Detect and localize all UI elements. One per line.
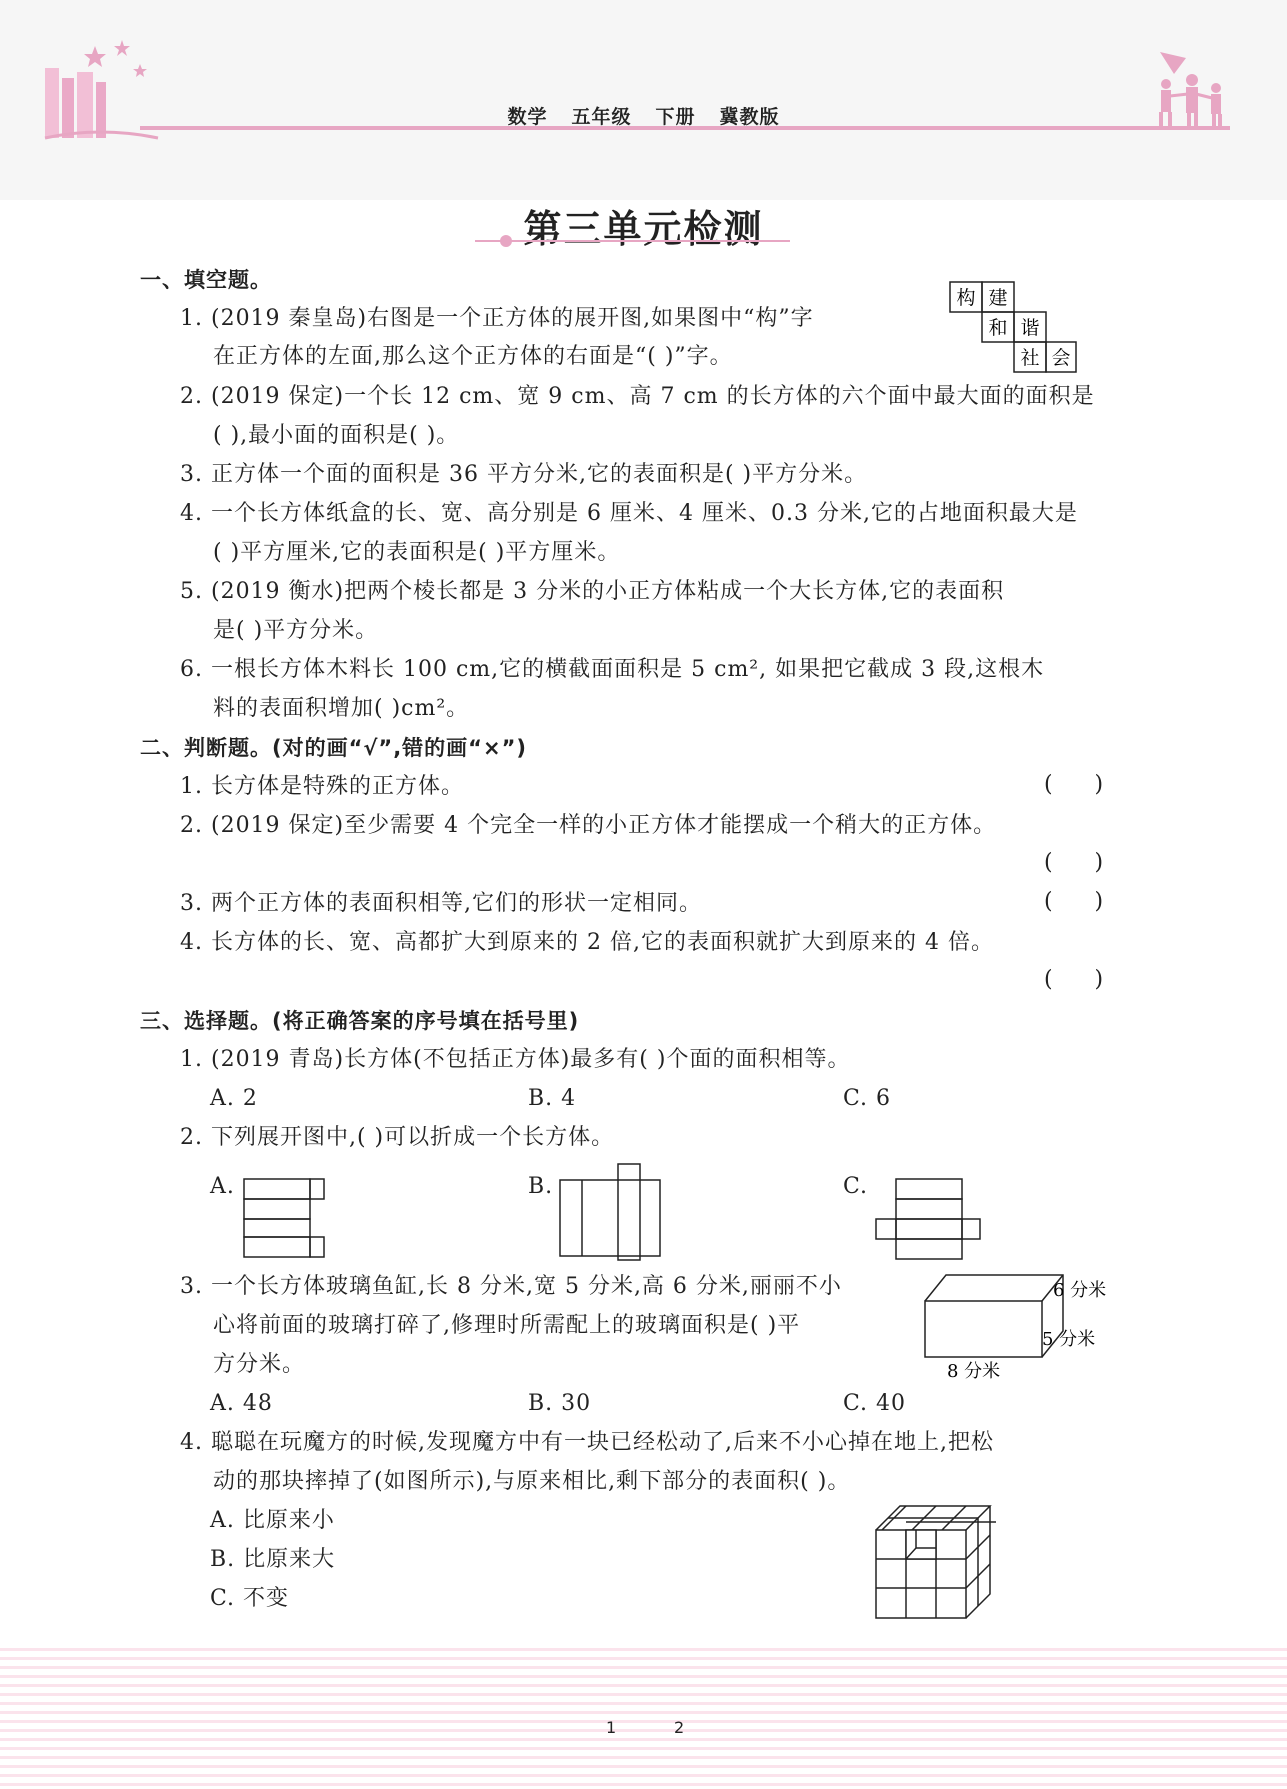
page-number-right: 2: [674, 1718, 685, 1737]
s3-q3-option-a[interactable]: A. 48: [210, 1391, 273, 1416]
book-stars-decoration: [40, 38, 160, 148]
s3-q4-option-b[interactable]: B. 比原来大: [210, 1547, 336, 1572]
dim-length-label: 8 分米: [947, 1361, 1001, 1382]
s3-q1-option-b[interactable]: B. 4: [528, 1086, 577, 1111]
s3-q1-option-a[interactable]: A. 2: [210, 1086, 258, 1111]
s3-q1-option-c[interactable]: C. 6: [843, 1086, 892, 1111]
s3-q3-option-c[interactable]: C. 40: [843, 1391, 907, 1416]
s3-q2-option-b[interactable]: B.: [528, 1174, 554, 1199]
s3-q3-option-b[interactable]: B. 30: [528, 1391, 592, 1416]
s2-q4-answer-blank[interactable]: ( ): [1044, 967, 1104, 992]
s3-q2-option-a[interactable]: A.: [210, 1174, 235, 1199]
title-underline-decoration: [465, 234, 795, 248]
header-background: [0, 0, 1287, 200]
s2-q2-answer-blank[interactable]: ( ): [1044, 850, 1104, 875]
s1-q4-line1: 4. 一个长方体纸盒的长、宽、高分别是 6 厘米、4 厘米、0.3 分米,它的占地面积最大是: [180, 501, 1078, 526]
section2-heading: 二、判断题。(对的画“√”,错的画“×”): [140, 736, 527, 760]
s2-q4: 4. 长方体的长、宽、高都扩大到原来的 2 倍,它的表面积就扩大到原来的 4 倍。: [180, 930, 994, 955]
s1-q6-line2: 料的表面积增加( )cm²。: [213, 696, 470, 721]
s3-q4-line2: 动的那块摔掉了(如图所示),与原来相比,剩下部分的表面积( )。: [213, 1469, 851, 1494]
net-char-3: 和: [988, 317, 1008, 339]
s3-q4-option-a[interactable]: A. 比原来小: [210, 1508, 335, 1533]
s1-q5-line1: 5. (2019 衡水)把两个棱长都是 3 分米的小正方体粘成一个大长方体,它的表面积: [180, 579, 1005, 604]
net-char-1: 构: [956, 287, 976, 309]
net-char-5: 社: [1020, 347, 1040, 369]
s3-q3-line1: 3. 一个长方体玻璃鱼缸,长 8 分米,宽 5 分米,高 6 分米,丽丽不小: [180, 1274, 842, 1299]
s2-q3: 3. 两个正方体的表面积相等,它们的形状一定相同。: [180, 891, 702, 916]
net-char-4: 谐: [1020, 317, 1040, 339]
s1-q6-line1: 6. 一根长方体木料长 100 cm,它的横截面面积是 5 cm², 如果把它截成 3 段,这根木: [180, 657, 1045, 682]
s1-q4-line2: ( )平方厘米,它的表面积是( )平方厘米。: [213, 540, 621, 565]
net-char-2: 建: [988, 287, 1008, 309]
s3-q1-stem: 1. (2019 青岛)长方体(不包括正方体)最多有( )个面的面积相等。: [180, 1047, 851, 1072]
s3-q4-line1: 4. 聪聪在玩魔方的时候,发现魔方中有一块已经松动了,后来不小心掉在地上,把松: [180, 1430, 994, 1455]
s2-q1-answer-blank[interactable]: ( ): [1044, 772, 1104, 797]
s1-q1-line2: 在正方体的左面,那么这个正方体的右面是“( )”字。: [213, 344, 733, 369]
s2-q3-answer-blank[interactable]: ( ): [1044, 889, 1104, 914]
s3-q4-option-c[interactable]: C. 不变: [210, 1586, 290, 1611]
s2-q2: 2. (2019 保定)至少需要 4 个完全一样的小正方体才能摆成一个稍大的正方体。: [180, 813, 997, 838]
section1-heading: 一、填空题。: [140, 268, 272, 292]
fish-tank-figure: [915, 1265, 1120, 1385]
s1-q5-line2: 是( )平方分米。: [213, 618, 379, 643]
dim-width-label: 5 分米: [1042, 1329, 1096, 1350]
rubiks-cube-figure: [870, 1500, 996, 1622]
net-char-6: 会: [1051, 347, 1071, 369]
net-figure-a: [240, 1175, 330, 1261]
s2-q1: 1. 长方体是特殊的正方体。: [180, 774, 464, 799]
dim-height-label: 6 分米: [1053, 1280, 1107, 1301]
s1-q2-line1: 2. (2019 保定)一个长 12 cm、宽 9 cm、高 7 cm 的长方体的六个面中最大面的面积是: [180, 384, 1095, 409]
s1-q2-line2: ( ),最小面的面积是( )。: [213, 423, 460, 448]
footer-band: [0, 1648, 1287, 1789]
children-kite-decoration: [1140, 48, 1240, 134]
header-title: 数学 五年级 下册 冀教版: [507, 106, 780, 128]
net-figure-c: [872, 1175, 984, 1265]
section3-heading: 三、选择题。(将正确答案的序号填在括号里): [140, 1009, 580, 1033]
s3-q2-option-c[interactable]: C.: [843, 1174, 869, 1199]
s1-q1-line1: 1. (2019 秦皇岛)右图是一个正方体的展开图,如果图中“构”字: [180, 306, 814, 331]
s1-q3-line1: 3. 正方体一个面的面积是 36 平方分米,它的表面积是( )平方分米。: [180, 462, 868, 487]
cube-net-figure: [948, 280, 1078, 380]
page-number-left: 1: [606, 1718, 617, 1737]
s3-q3-line3: 方分米。: [213, 1352, 306, 1377]
s3-q3-line2: 心将前面的玻璃打碎了,修理时所需配上的玻璃面积是( )平: [213, 1313, 801, 1338]
net-figure-b: [556, 1162, 666, 1262]
page-title: 第三单元检测: [523, 206, 764, 251]
s3-q2-stem: 2. 下列展开图中,( )可以折成一个长方体。: [180, 1125, 615, 1150]
